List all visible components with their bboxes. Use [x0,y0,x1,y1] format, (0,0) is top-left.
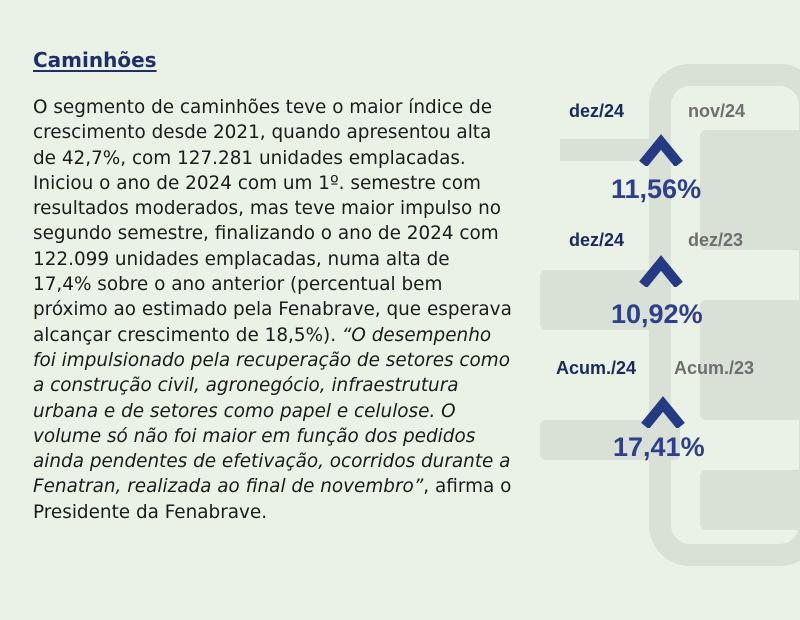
stat-current-period: Acum./24 [556,358,637,378]
stat-current-period: dez/24 [569,101,625,121]
stat-percent-change: 10,92% [611,299,703,329]
body-paragraph [33,95,513,525]
stat-current-period: dez/24 [569,230,625,250]
stat-previous-period: Acum./23 [674,358,755,378]
stat-previous-period: dez/23 [688,230,744,250]
stat-percent-change: 17,41% [613,432,705,462]
paragraph-text: O segmento de caminhões teve o maior índice de crescimento desde 2021, quando apresentou alta de 42,7%, com 127.281 unidades emplacadas. Iniciou o ano de 2024 com um 1º. semestre com resultados moderados, mas teve maior impulso no segundo semestre, finalizando o ano de 2024 com 122.099 unidades emplacadas, numa alta de 17,4% sobre o ano anterior (percentual bem próximo ao estimado pela Fenabrave, que esperava alcançar crescimento de 18,5%). [33,97,512,346]
stat-previous-period: nov/24 [688,101,746,121]
attribution-text: , afirma o Presidente da Fenabrave. [33,476,512,523]
stat-percent-change: 11,56% [611,174,702,204]
section-title: Caminhões [33,48,157,72]
up-chevron-icon [639,251,683,287]
up-chevron-icon [641,392,685,428]
up-chevron-icon [639,130,683,166]
quote-text: “O desempenho foi impulsionado pela recuperação de setores como a construção civil, agronegócio, infraestrutura urbana e de setores como papel e celulose. O volume só não foi maior em função dos pedidos ainda pendentes de efetivação, ocorridos durante a Fenatran, realizada ao final de novembro” [33,324,511,498]
